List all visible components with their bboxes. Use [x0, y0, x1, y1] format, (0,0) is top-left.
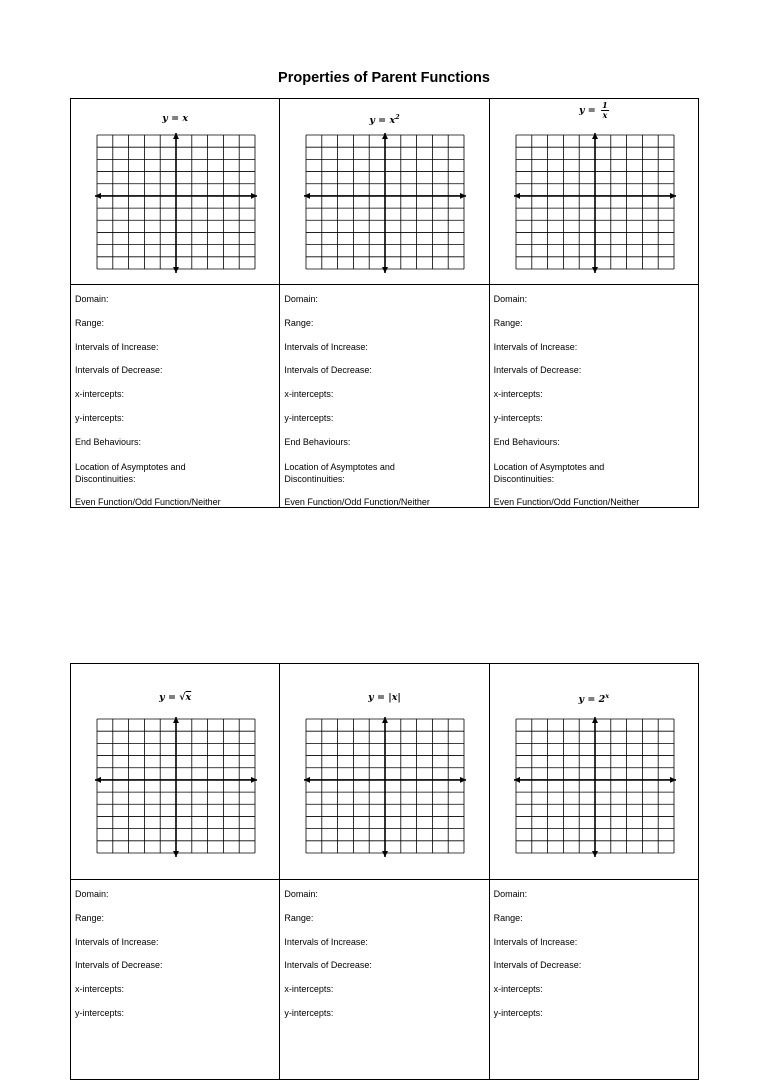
- property-label: y-intercepts:: [75, 412, 125, 423]
- axis-arrowhead: [304, 777, 310, 783]
- property-label: Intervals of Decrease:: [75, 960, 163, 971]
- property-label: y-intercepts:: [493, 412, 543, 423]
- function-label-square-root: y = √x: [159, 692, 192, 703]
- parent-functions-table-top: [70, 98, 699, 508]
- property-label: Domain:: [493, 889, 528, 899]
- axis-arrowhead: [670, 193, 676, 199]
- properties-cell-exponential: [489, 880, 698, 1080]
- property-label: Range:: [493, 912, 523, 923]
- axis-arrowhead: [173, 267, 179, 273]
- property-label: Location of Asymptotes and Discontinuities:: [493, 461, 605, 484]
- property-label: Intervals of Decrease:: [75, 365, 163, 376]
- graph-cell-linear: [71, 99, 280, 285]
- property-label: Intervals of Increase:: [493, 341, 578, 352]
- coordinate-grid-linear[interactable]: [95, 133, 257, 273]
- property-label: Intervals of Decrease:: [284, 960, 372, 971]
- property-label: Intervals of Decrease:: [284, 365, 372, 376]
- axis-arrowhead: [251, 193, 257, 199]
- coordinate-grid-absolute-value[interactable]: [304, 717, 466, 857]
- property-label: y-intercepts:: [284, 412, 334, 423]
- property-label: Range:: [75, 317, 105, 328]
- properties-cell-absolute-value: [280, 880, 489, 1080]
- axis-arrowhead: [382, 267, 388, 273]
- property-label: Even Function/Odd Function/Neither: [284, 496, 430, 507]
- axis-arrowhead: [95, 193, 101, 199]
- axis-arrowhead: [592, 267, 598, 273]
- properties-cell-quadratic: [280, 285, 489, 508]
- property-label: x-intercepts:: [75, 984, 125, 995]
- axis-arrowhead: [514, 193, 520, 199]
- axis-arrowhead: [382, 851, 388, 857]
- function-label-exponential: $y = 2^x$: [578, 692, 610, 706]
- property-label: Domain:: [75, 294, 109, 304]
- property-label: Location of Asymptotes and Discontinuities:: [75, 461, 186, 484]
- property-label: x-intercepts:: [284, 984, 334, 995]
- axis-arrowhead: [251, 777, 257, 783]
- axis-arrowhead: [304, 193, 310, 199]
- axis-arrowhead: [382, 133, 388, 139]
- properties-cell-square-root: [71, 880, 280, 1080]
- property-label: Domain:: [284, 294, 318, 304]
- property-label: x-intercepts:: [493, 389, 543, 400]
- property-label: End Behaviours:: [75, 436, 142, 447]
- property-label: Even Function/Odd Function/Neither: [75, 496, 221, 507]
- axis-arrowhead: [592, 717, 598, 723]
- property-label: Intervals of Increase:: [75, 936, 159, 947]
- property-label: End Behaviours:: [493, 436, 560, 447]
- property-label: Intervals of Increase:: [75, 341, 159, 352]
- axis-arrowhead: [592, 133, 598, 139]
- property-label: x-intercepts:: [284, 389, 334, 400]
- property-label: Location of Asymptotes and Discontinuities:: [284, 461, 395, 484]
- coordinate-grid-reciprocal[interactable]: [514, 133, 676, 273]
- axis-arrowhead: [514, 777, 520, 783]
- coordinate-grid-square-root[interactable]: [95, 717, 257, 857]
- axis-arrowhead: [670, 777, 676, 783]
- function-label-linear: y = x: [162, 113, 189, 124]
- property-label: y-intercepts:: [284, 1007, 334, 1018]
- function-label-quadratic: $y = x^2$: [369, 113, 400, 127]
- graph-cell-reciprocal: [489, 99, 698, 285]
- axis-arrowhead: [460, 777, 466, 783]
- parent-functions-table-bottom: [70, 663, 699, 1080]
- property-label: Range:: [284, 317, 314, 328]
- coordinate-grid-exponential[interactable]: [514, 717, 676, 857]
- axis-arrowhead: [173, 851, 179, 857]
- function-label-absolute-value: y = |x|: [368, 692, 401, 703]
- axis-arrowhead: [382, 717, 388, 723]
- property-label: Even Function/Odd Function/Neither: [493, 496, 640, 507]
- property-label: Range:: [75, 912, 105, 923]
- page-title: Properties of Parent Functions: [278, 70, 490, 86]
- property-label: Intervals of Increase:: [493, 936, 578, 947]
- axis-arrowhead: [592, 851, 598, 857]
- axis-arrowhead: [173, 717, 179, 723]
- properties-cell-linear: [71, 285, 280, 508]
- coordinate-grid-quadratic[interactable]: [304, 133, 466, 273]
- property-label: Domain:: [284, 889, 318, 899]
- property-label: Intervals of Increase:: [284, 341, 368, 352]
- property-label: Domain:: [493, 294, 528, 304]
- axis-arrowhead: [95, 777, 101, 783]
- property-label: Intervals of Decrease:: [493, 365, 582, 376]
- function-label-reciprocal: y = $\frac{1}{x}$: [578, 100, 608, 120]
- property-label: Range:: [493, 317, 523, 328]
- graph-cell-quadratic: [280, 99, 489, 285]
- graph-cell-exponential: [489, 664, 698, 880]
- properties-cell-reciprocal: [489, 285, 698, 508]
- graph-cell-absolute-value: [280, 664, 489, 880]
- property-label: Intervals of Decrease:: [493, 960, 582, 971]
- property-label: Domain:: [75, 889, 109, 899]
- graph-cell-square-root: [71, 664, 280, 880]
- axis-arrowhead: [460, 193, 466, 199]
- property-label: End Behaviours:: [284, 436, 351, 447]
- property-label: y-intercepts:: [493, 1007, 543, 1018]
- property-label: Intervals of Increase:: [284, 936, 368, 947]
- property-label: x-intercepts:: [75, 389, 125, 400]
- property-label: y-intercepts:: [75, 1007, 125, 1018]
- axis-arrowhead: [173, 133, 179, 139]
- property-label: x-intercepts:: [493, 984, 543, 995]
- property-label: Range:: [284, 912, 314, 923]
